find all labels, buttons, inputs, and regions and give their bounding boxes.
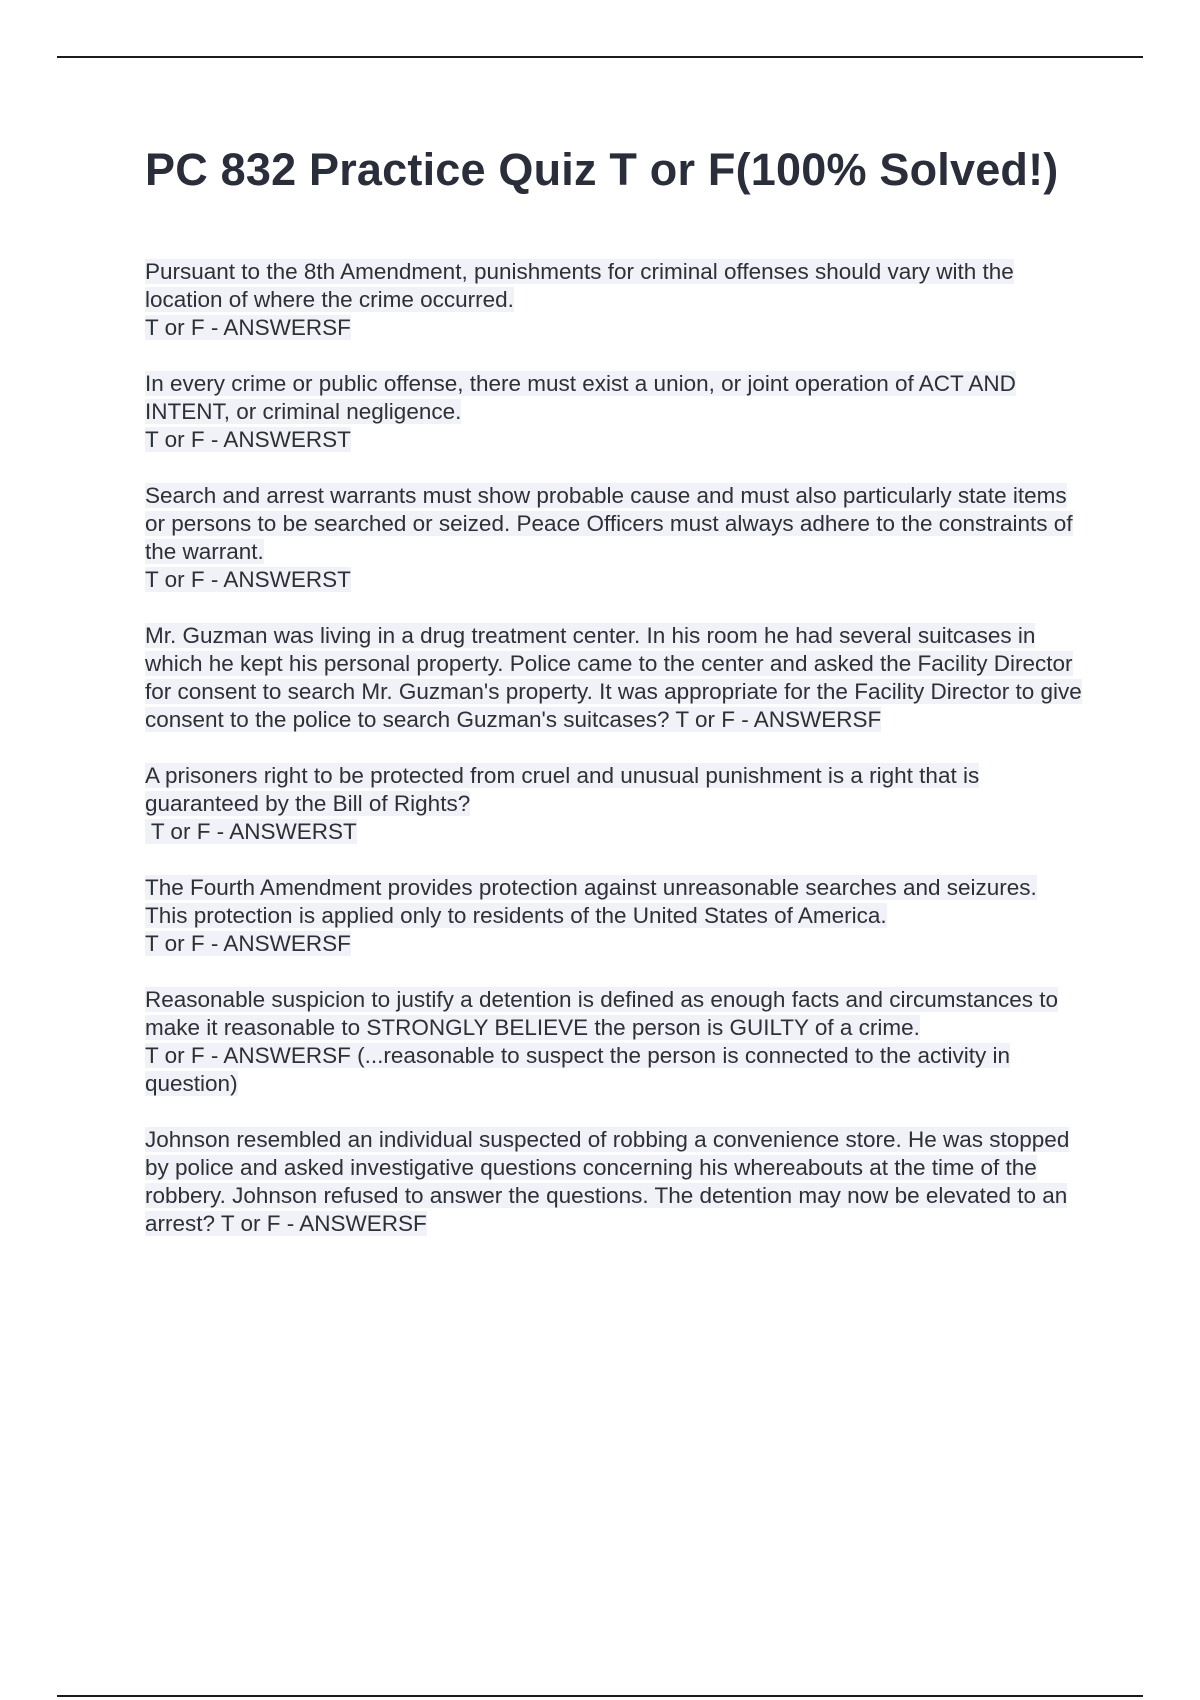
answer-text: T or F - ANSWERST xyxy=(145,819,357,844)
qa-item xyxy=(145,482,1085,594)
question-text: In every crime or public offense, there must exist a union, or joint operation of ACT AND INTENT, or criminal negligence. xyxy=(145,371,1016,424)
document-body xyxy=(145,140,1085,1266)
answer-text: T or F - ANSWERST xyxy=(145,567,351,592)
qa-item xyxy=(145,762,1085,846)
top-rule xyxy=(57,56,1143,58)
answer-text: T or F - ANSWERSF (...reasonable to suspect the person is connected to the activity in question) xyxy=(145,1043,1010,1096)
question-text: A prisoners right to be protected from cruel and unusual punishment is a right that is guaranteed by the Bill of Rights? xyxy=(145,763,980,816)
question-text: Johnson resembled an individual suspected of robbing a convenience store. He was stopped by police and asked investigative questions concerning his whereabouts at the time of the robbery. Johnson refused to answer the questions. The detention may now be elevated to an arrest? T or F - ANSWERSF xyxy=(145,1127,1070,1236)
qa-item xyxy=(145,370,1085,454)
question-text: Mr. Guzman was living in a drug treatment center. In his room he had several suitcases in which he kept his personal property. Police came to the center and asked the Facility Director for consent to search Mr. Guzman's property. It was appropriate for the Facility Director to give consent to the police to search Guzman's suitcases? T or F - ANSWERSF xyxy=(145,623,1082,732)
answer-text: T or F - ANSWERSF xyxy=(145,315,351,340)
question-text: Search and arrest warrants must show probable cause and must also particularly state items or persons to be searched or seized. Peace Officers must always adhere to the constraints of the warrant. xyxy=(145,483,1073,564)
qa-item xyxy=(145,986,1085,1098)
page-title: PC 832 Practice Quiz T or F(100% Solved!) xyxy=(145,144,1059,195)
qa-item xyxy=(145,1126,1085,1238)
qa-item xyxy=(145,258,1085,342)
question-text: Reasonable suspicion to justify a detention is defined as enough facts and circumstances to make it reasonable to STRONGLY BELIEVE the person is GUILTY of a crime. xyxy=(145,987,1059,1040)
qa-item xyxy=(145,622,1085,734)
bottom-rule xyxy=(57,1695,1143,1697)
question-text: Pursuant to the 8th Amendment, punishments for criminal offenses should vary with the location of where the crime occurred. xyxy=(145,259,1014,312)
qa-item xyxy=(145,874,1085,958)
question-text: The Fourth Amendment provides protection against unreasonable searches and seizures. This protection is applied only to residents of the United States of America. xyxy=(145,875,1037,928)
answer-text: T or F - ANSWERSF xyxy=(145,931,351,956)
qa-list xyxy=(145,258,1085,1238)
answer-text: T or F - ANSWERST xyxy=(145,427,351,452)
